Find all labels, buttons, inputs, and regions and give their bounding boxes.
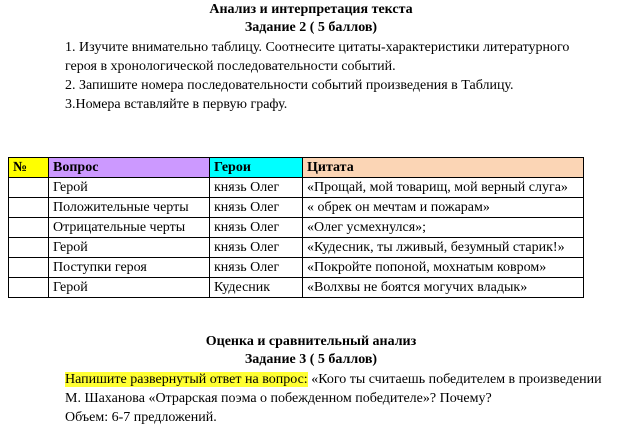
question-line-2: М. Шаханова «Отрарская поэма о побежденном победителе»? Почему? <box>65 391 492 406</box>
number-cell[interactable] <box>9 198 49 218</box>
question-cell: Положительные черты <box>49 198 210 218</box>
number-cell[interactable] <box>9 278 49 298</box>
question-line-1 <box>65 370 602 389</box>
quote-cell: «Прощай, мой товарищ, мой верный слуга» <box>303 178 584 198</box>
number-cell[interactable] <box>9 178 49 198</box>
table-row <box>9 218 584 238</box>
quote-cell: « обрек он мечтам и пожарам» <box>303 198 584 218</box>
header-number: № <box>9 158 49 178</box>
table-row <box>9 238 584 258</box>
quote-cell: «Кудесник, ты лживый, безумный старик!» <box>303 238 584 258</box>
quote-cell: «Покройте попоной, мохнатым ковром» <box>303 258 584 278</box>
table-row <box>9 198 584 218</box>
quotes-table <box>8 157 584 298</box>
hero-cell: князь Олег <box>210 258 303 278</box>
instruction-line-3: 2. Запишите номера последовательности событий произведения в Таблицу. <box>65 78 514 93</box>
hero-cell: Кудесник <box>210 278 303 298</box>
table-row <box>9 258 584 278</box>
instruction-line-1: 1. Изучите внимательно таблицу. Соотнесите цитаты-характеристики литературного <box>65 40 570 55</box>
number-cell[interactable] <box>9 218 49 238</box>
hero-cell: князь Олег <box>210 198 303 218</box>
quote-cell: «Волхвы не боятся могучих владык» <box>303 278 584 298</box>
highlighted-prompt: Напишите развернутый ответ на вопрос: <box>65 372 308 387</box>
header-question: Вопрос <box>49 158 210 178</box>
table-header-row <box>9 158 584 178</box>
question-cell: Герой <box>49 278 210 298</box>
number-cell[interactable] <box>9 258 49 278</box>
quote-cell: «Олег усмехнулся»; <box>303 218 584 238</box>
question-cell: Герой <box>49 178 210 198</box>
section1-title: Анализ и интерпретация текста <box>209 2 413 17</box>
question-cell: Герой <box>49 238 210 258</box>
table-row <box>9 178 584 198</box>
instruction-line-4: 3.Номера вставляйте в первую графу. <box>65 97 288 112</box>
question-cell: Отрицательные черты <box>49 218 210 238</box>
header-heroes: Герои <box>210 158 303 178</box>
hero-cell: князь Олег <box>210 178 303 198</box>
hero-cell: князь Олег <box>210 238 303 258</box>
question-text: «Кого ты считаешь победителем в произведении <box>307 372 602 387</box>
header-quote: Цитата <box>303 158 584 178</box>
section1-task: Задание 2 ( 5 баллов) <box>244 20 378 35</box>
table-row <box>9 278 584 298</box>
question-cell: Поступки героя <box>49 258 210 278</box>
section2-title: Оценка и сравнительный анализ <box>205 334 417 349</box>
volume-note: Объем: 6-7 предложений. <box>65 410 217 425</box>
section2-task: Задание 3 ( 5 баллов) <box>244 352 378 367</box>
instruction-line-2: героя в хронологической последовательности событий. <box>65 59 396 74</box>
hero-cell: князь Олег <box>210 218 303 238</box>
number-cell[interactable] <box>9 238 49 258</box>
